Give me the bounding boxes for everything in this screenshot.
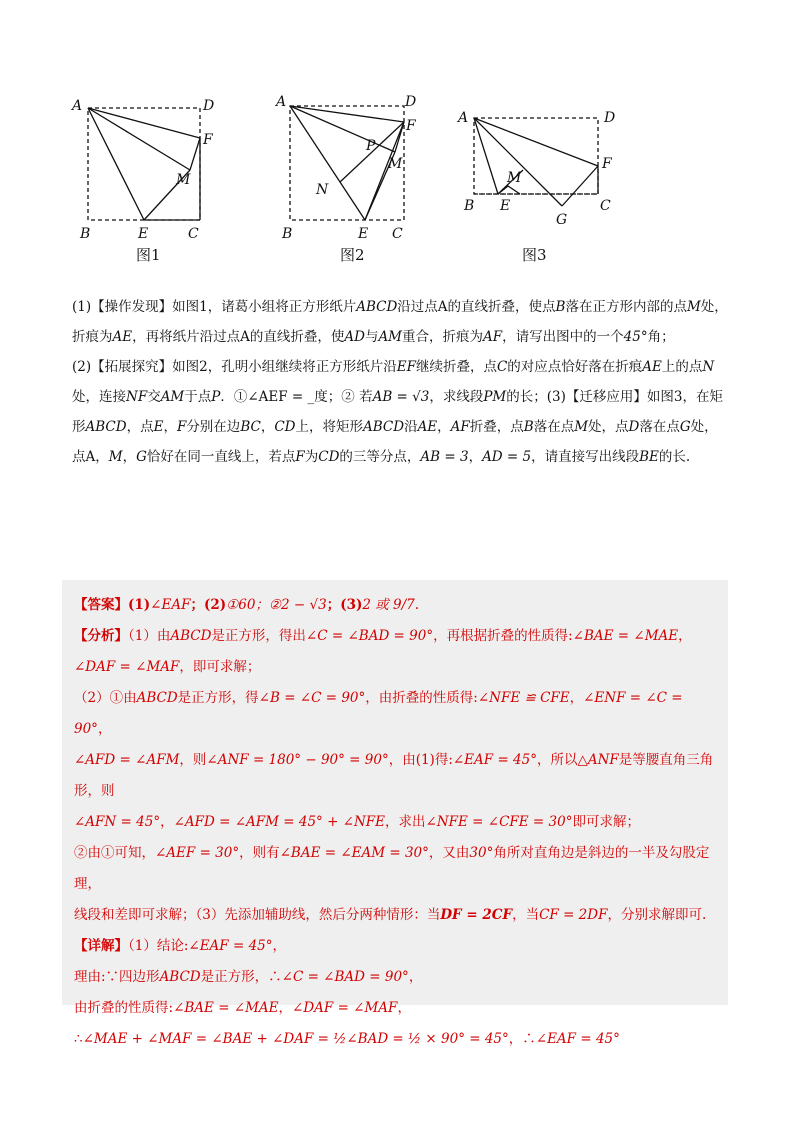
text: ， <box>397 1000 411 1016</box>
geometry-figures <box>60 90 740 270</box>
fig3-label-F: F <box>602 156 612 172</box>
answer-content <box>74 590 718 1055</box>
analysis-line-1 <box>74 621 718 652</box>
answer-box <box>62 580 728 1047</box>
text: ，由折叠的性质得: <box>365 690 478 706</box>
fig1-label-M: M <box>176 172 191 188</box>
math: ∠DAF = ∠MAF <box>74 659 180 675</box>
math: M <box>686 299 701 315</box>
math: ∠BAE = ∠EAM = 30° <box>279 845 429 861</box>
math: NF <box>126 389 148 405</box>
fig3-caption: 图3 <box>522 246 547 264</box>
text: ， <box>163 419 177 435</box>
text: ，则有 <box>239 845 280 861</box>
text: ， <box>122 449 137 465</box>
text: 即可求解； <box>572 814 640 830</box>
fig2-label-N: N <box>316 182 329 198</box>
math: ∠DAF = ∠MAF <box>292 1000 398 1016</box>
math: F <box>176 419 187 435</box>
text: ②由①可知， <box>74 845 155 861</box>
text: ，又由 <box>428 845 470 861</box>
figures-row <box>60 90 740 270</box>
text: 理由:∵四边形 <box>74 969 160 985</box>
text: 处，点 <box>588 419 629 435</box>
text: 落在点 <box>639 419 680 435</box>
analysis-label: 【分析】 <box>74 628 128 644</box>
answer-label: 【答案】 <box>74 597 128 613</box>
analysis-line-7 <box>74 900 718 931</box>
text: 沿 <box>404 419 418 435</box>
text: 是正方形，得 <box>177 690 259 706</box>
text: ，则 <box>179 752 207 768</box>
text: 为 <box>304 449 319 465</box>
math: ∠ANF = 180° − 90° = 90° <box>206 752 389 768</box>
fig1-label-D: D <box>203 98 215 114</box>
text: ，分别求解即可. <box>607 907 707 923</box>
math: ABCD <box>356 299 398 315</box>
figure-3-diagram <box>474 118 598 206</box>
math: M <box>108 449 123 465</box>
text: ， <box>678 628 692 644</box>
math: DF = 2CF <box>440 907 513 923</box>
text: ， <box>260 419 275 435</box>
math: N <box>702 359 715 375</box>
fig3-label-G: G <box>556 212 568 228</box>
text: ，再根据折叠的性质得: <box>433 628 573 644</box>
detail-line-1 <box>74 931 718 962</box>
math: ∠AEF = 30° <box>155 845 240 861</box>
text: 是正方形，得出 <box>211 628 306 644</box>
fig2-label-P: P <box>366 138 376 154</box>
math: F <box>295 449 305 465</box>
math: ∠BAE = ∠MAE <box>173 1000 279 1016</box>
text: 线段和差即可求解；（3）先添加辅助线，然后分两种情形：当 <box>74 907 441 923</box>
math: ABCD <box>159 969 201 985</box>
detail-line-4 <box>74 1024 718 1055</box>
fig3-rect-dashed <box>474 118 598 194</box>
math: B <box>555 299 566 315</box>
fig1-line-MF <box>190 138 200 170</box>
fig3-label-B: B <box>464 198 475 214</box>
text: 沿过点A的直线折叠，使点 <box>397 299 556 315</box>
fig1-label-C: C <box>188 226 199 242</box>
fig2-label-E: E <box>358 226 369 242</box>
math: BC <box>240 419 261 435</box>
math: ∠BAE = ∠MAE <box>572 628 679 644</box>
fig1-label-E: E <box>138 226 149 242</box>
math: ①60；②2 − √3 <box>226 597 327 613</box>
fig1-caption: 图1 <box>136 246 161 264</box>
math: ∠C = ∠BAD = 90° <box>281 969 409 985</box>
math: E <box>153 419 164 435</box>
text: （2）①由 <box>74 690 137 706</box>
math: EF <box>396 359 416 375</box>
text: . <box>414 597 420 613</box>
math: PM <box>483 389 507 405</box>
text: ， <box>569 690 584 706</box>
text: 分别在边 <box>186 419 241 435</box>
math: ∠MAE + ∠MAF = ∠BAE + ∠DAF = ½∠BAD = ½ × 90° = 45° <box>82 1031 509 1047</box>
fig1-label-A: A <box>72 98 83 114</box>
math: CD <box>318 449 340 465</box>
math: M <box>574 419 589 435</box>
math: 30° <box>469 845 494 861</box>
math: 45° <box>623 329 648 345</box>
math: AM <box>378 329 403 345</box>
text: ， <box>278 1000 293 1016</box>
math: AF <box>450 419 470 435</box>
math: CD <box>274 419 296 435</box>
answer-line <box>74 590 718 621</box>
math: C <box>496 359 508 375</box>
text: ；(3) <box>326 597 363 613</box>
math: ∠AFD = ∠AFM <box>74 752 180 768</box>
math: AE <box>112 329 133 345</box>
analysis-line-4 <box>74 745 718 807</box>
text: (1) <box>128 597 151 613</box>
text: ， <box>97 721 112 737</box>
math: ABCD <box>170 628 212 644</box>
text: ；(2) <box>190 597 227 613</box>
text: （1）结论: <box>128 938 189 954</box>
text: 折叠，点 <box>469 419 524 435</box>
text: 的三等分点， <box>339 449 421 465</box>
figure-1-diagram <box>88 108 200 220</box>
text: ， <box>272 938 286 954</box>
text: ， <box>468 449 483 465</box>
text: ．①∠AEF = _度；② 若 <box>220 389 373 405</box>
text: ，点 <box>126 419 154 435</box>
math: ∠NFE = ∠CFE = 30° <box>425 814 573 830</box>
fig2-label-A: A <box>276 94 287 110</box>
text: 上，将矩形 <box>295 419 363 435</box>
math: AB = √3 <box>372 389 430 405</box>
fig2-label-C: C <box>392 226 403 242</box>
text: ，当 <box>512 907 540 923</box>
text: ∴ <box>74 1031 83 1047</box>
text: 交 <box>147 389 161 405</box>
fig2-label-M: M <box>388 156 403 172</box>
fig1-label-B: B <box>80 226 91 242</box>
fig3-line-AF <box>474 118 598 166</box>
text: 的长. <box>658 449 691 465</box>
fig2-label-F: F <box>406 118 416 134</box>
text: ， <box>160 814 174 830</box>
fig3-label-E: E <box>500 198 511 214</box>
text: 处，折痕为 <box>72 299 728 345</box>
math: △ANF <box>577 752 619 768</box>
math: ABCD <box>85 419 127 435</box>
math: ∠NFE ≌ CFE <box>477 690 570 706</box>
text: （1）由 <box>128 628 171 644</box>
text: ，求出 <box>385 814 426 830</box>
fig2-square-dashed <box>290 106 404 220</box>
fig3-label-M: M <box>507 170 522 186</box>
text: 处，连接 <box>72 389 126 405</box>
analysis-line-6 <box>74 838 718 900</box>
text: ，请直接写出线段 <box>531 449 640 465</box>
text: 上的点 <box>661 359 703 375</box>
math: ∠AFN = 45° <box>74 814 161 830</box>
analysis-line-3 <box>74 683 718 745</box>
detail-line-3 <box>74 993 718 1024</box>
text: 是等腰直角三角形，则 <box>74 752 714 799</box>
math: ∠EAF = 45° <box>535 1031 620 1047</box>
math: BE <box>639 449 659 465</box>
math: ∠B = ∠C = 90° <box>258 690 366 706</box>
text: 落在点 <box>533 419 575 435</box>
fig3-label-A: A <box>458 110 469 126</box>
math: ∠C = ∠BAD = 90° <box>305 628 434 644</box>
math: AE <box>642 359 662 375</box>
problem-statement <box>72 292 728 472</box>
math: ABCD <box>362 419 405 435</box>
text: 的长；(3)【迁移应用】如图3，在矩形 <box>72 389 723 435</box>
math: G <box>136 449 147 465</box>
text: ，请写出图中的一个 <box>502 329 624 345</box>
text: 是正方形，∴ <box>200 969 282 985</box>
fig3-label-C: C <box>600 198 611 214</box>
text: 于点 <box>184 389 212 405</box>
text: ，求线段 <box>429 389 484 405</box>
math: ABCD <box>136 690 178 706</box>
math: AD = 5 <box>482 449 532 465</box>
math: P <box>211 389 221 405</box>
math: CF = 2DF <box>539 907 608 923</box>
fig1-line-AF <box>88 108 200 138</box>
text: ，∴ <box>508 1031 536 1047</box>
analysis-line-2 <box>74 652 718 683</box>
problem-part-1 <box>72 292 728 352</box>
text: 由折叠的性质得: <box>74 1000 174 1016</box>
math: ∠EAF = 45° <box>188 938 273 954</box>
math: 2 或 9/7 <box>362 597 415 613</box>
math: G <box>679 419 691 435</box>
fig1-square-dashed <box>88 108 200 220</box>
text: ，再将纸片沿过点A的直线折叠，使 <box>132 329 345 345</box>
math: AF <box>483 329 503 345</box>
fig3-label-D: D <box>604 110 616 126</box>
text: 的对应点恰好落在折痕 <box>507 359 643 375</box>
math: ∠EAF <box>150 597 191 613</box>
text: 角； <box>647 329 675 345</box>
text: 处，点A， <box>72 419 718 465</box>
math: D <box>628 419 640 435</box>
math: AE <box>417 419 438 435</box>
text: 落在正方形内部的点 <box>565 299 687 315</box>
analysis-line-5 <box>74 807 718 838</box>
figure-2-diagram <box>290 106 404 220</box>
text: 重合，折痕为 <box>402 329 484 345</box>
text: 恰好在同一直线上，若点 <box>146 449 296 465</box>
text: 与 <box>364 329 379 345</box>
text: ，由(1)得: <box>388 752 453 768</box>
math: AB = 3 <box>420 449 469 465</box>
fig1-label-F: F <box>203 132 213 148</box>
text: (2)【拓展探究】如图2，孔明小组继续将正方形纸片沿 <box>72 359 397 375</box>
fig2-caption: 图2 <box>340 246 365 264</box>
text: (1)【操作发现】如图1，诸葛小组将正方形纸片 <box>72 299 357 315</box>
math: ∠ENF = ∠C = 90° <box>74 690 683 737</box>
fig2-label-B: B <box>282 226 293 242</box>
text: ， <box>437 419 451 435</box>
text: ，即可求解； <box>179 659 261 675</box>
math: B <box>523 419 534 435</box>
detail-line-2 <box>74 962 718 993</box>
text: 角所对直角边是斜边的一半及勾股定理， <box>74 845 710 892</box>
fig3-line-GF <box>562 166 598 206</box>
math: ∠AFD = ∠AFM = 45° + ∠NFE <box>173 814 386 830</box>
text: ，所以 <box>536 752 578 768</box>
text: 继续折叠，点 <box>415 359 497 375</box>
math: AD <box>344 329 365 345</box>
fig2-label-D: D <box>405 94 417 110</box>
problem-part-2-3 <box>72 352 728 472</box>
math: ∠EAF = 45° <box>452 752 537 768</box>
text: ， <box>408 969 423 985</box>
math: AM <box>160 389 185 405</box>
detail-label: 【详解】 <box>74 938 128 954</box>
